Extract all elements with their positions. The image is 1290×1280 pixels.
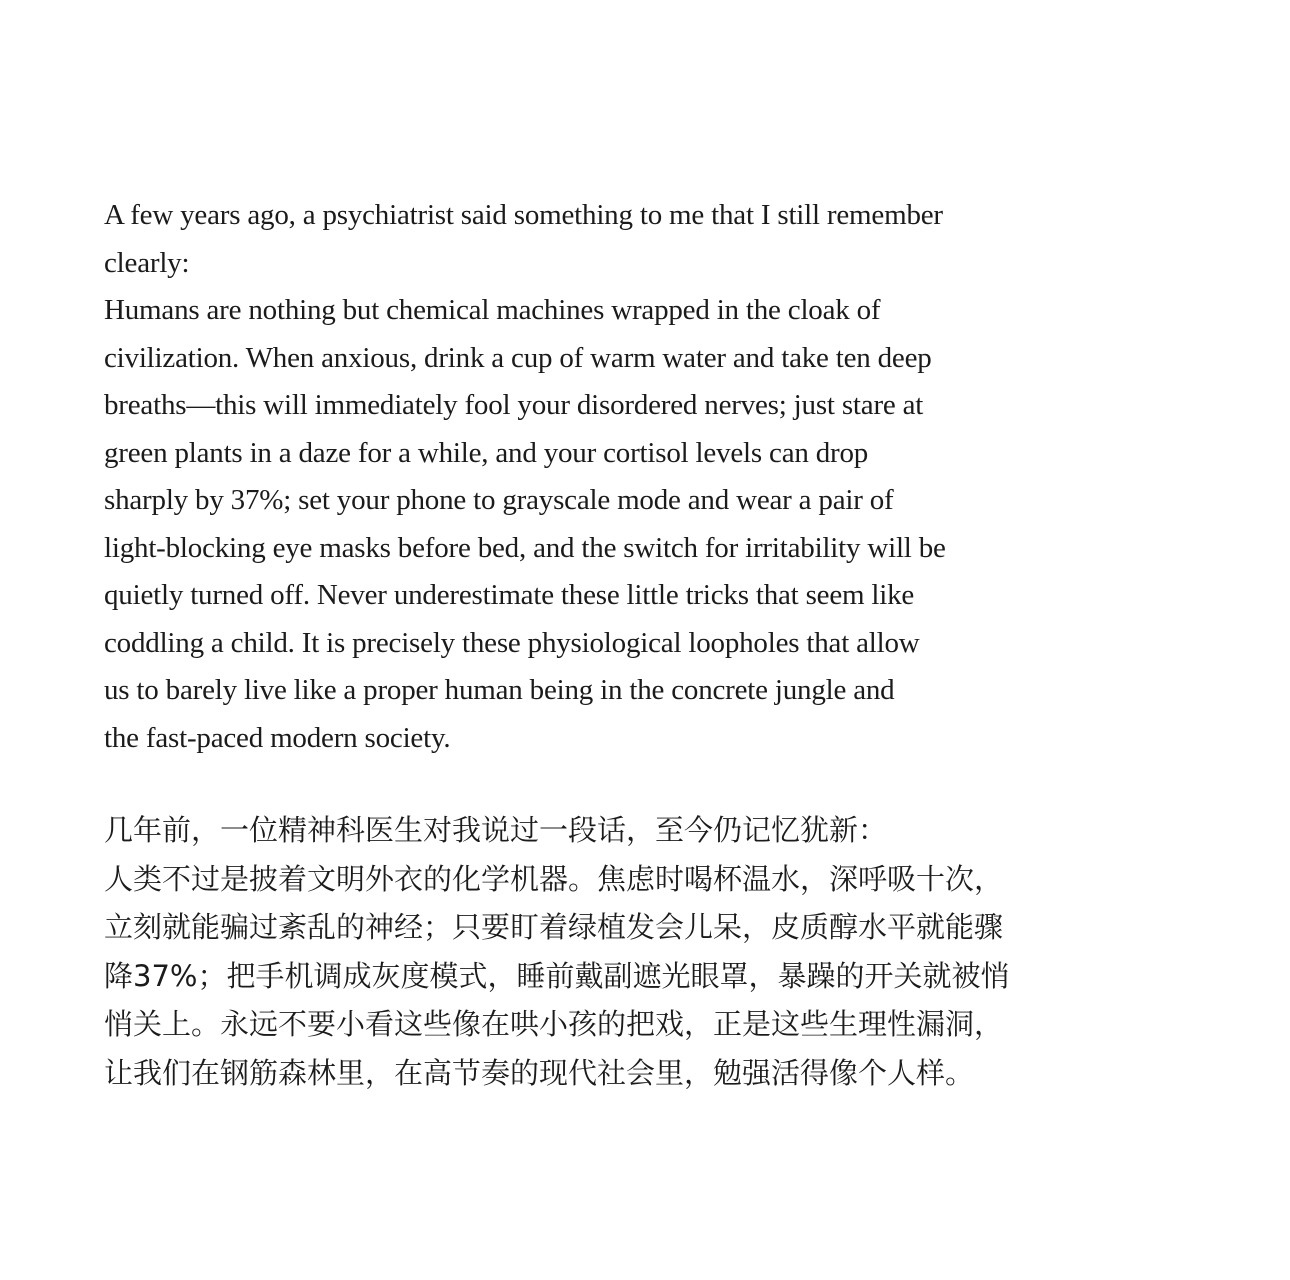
english-line: coddling a child. It is precisely these physiological loopholes that allow [104, 626, 920, 659]
english-line: breaths—this will immediately fool your disordered nerves; just stare at [104, 389, 924, 421]
english-line: us to barely live like a proper human being in the concrete jungle and [104, 674, 895, 706]
english-line: quietly turned off. Never underestimate these little tricks that seem like [104, 579, 915, 611]
english-line: A few years ago, a psychiatrist said something to me that I still remember [104, 199, 943, 231]
chinese-line: 让我们在钢筋森林里，在高节奏的现代社会里，勉强活得像个人样。 [104, 1055, 975, 1090]
english-paragraph [104, 192, 1184, 762]
chinese-line: 几年前，一位精神科医生对我说过一段话，至今仍记忆犹新： [104, 813, 888, 847]
english-line: Humans are nothing but chemical machines wrapped in the cloak of [104, 294, 881, 326]
chinese-line: 人类不过是披着文明外衣的化学机器。焦虑时喝杯温水，深呼吸十次， [104, 861, 1004, 896]
english-line: civilization. When anxious, drink a cup of warm water and take ten deep [104, 341, 932, 374]
english-line: green plants in a daze for a while, and your cortisol levels can drop [104, 436, 869, 469]
english-line: clearly: [104, 246, 190, 279]
chinese-line: 降37%；把手机调成灰度模式，睡前戴副遮光眼罩，暴躁的开关就被悄 [104, 958, 1010, 993]
english-line: sharply by 37%; set your phone to grayscale mode and wear a pair of [104, 484, 894, 516]
english-line: the fast-paced modern society. [104, 721, 451, 754]
chinese-line: 悄关上。永远不要小看这些像在哄小孩的把戏，正是这些生理性漏洞， [104, 1007, 1004, 1041]
chinese-line: 立刻就能骗过紊乱的神经；只要盯着绿植发会儿呆，皮质醇水平就能骤 [104, 910, 1004, 944]
chinese-paragraph [104, 806, 1184, 1097]
english-line: light-blocking eye masks before bed, and the switch for irritability will be [104, 531, 946, 564]
